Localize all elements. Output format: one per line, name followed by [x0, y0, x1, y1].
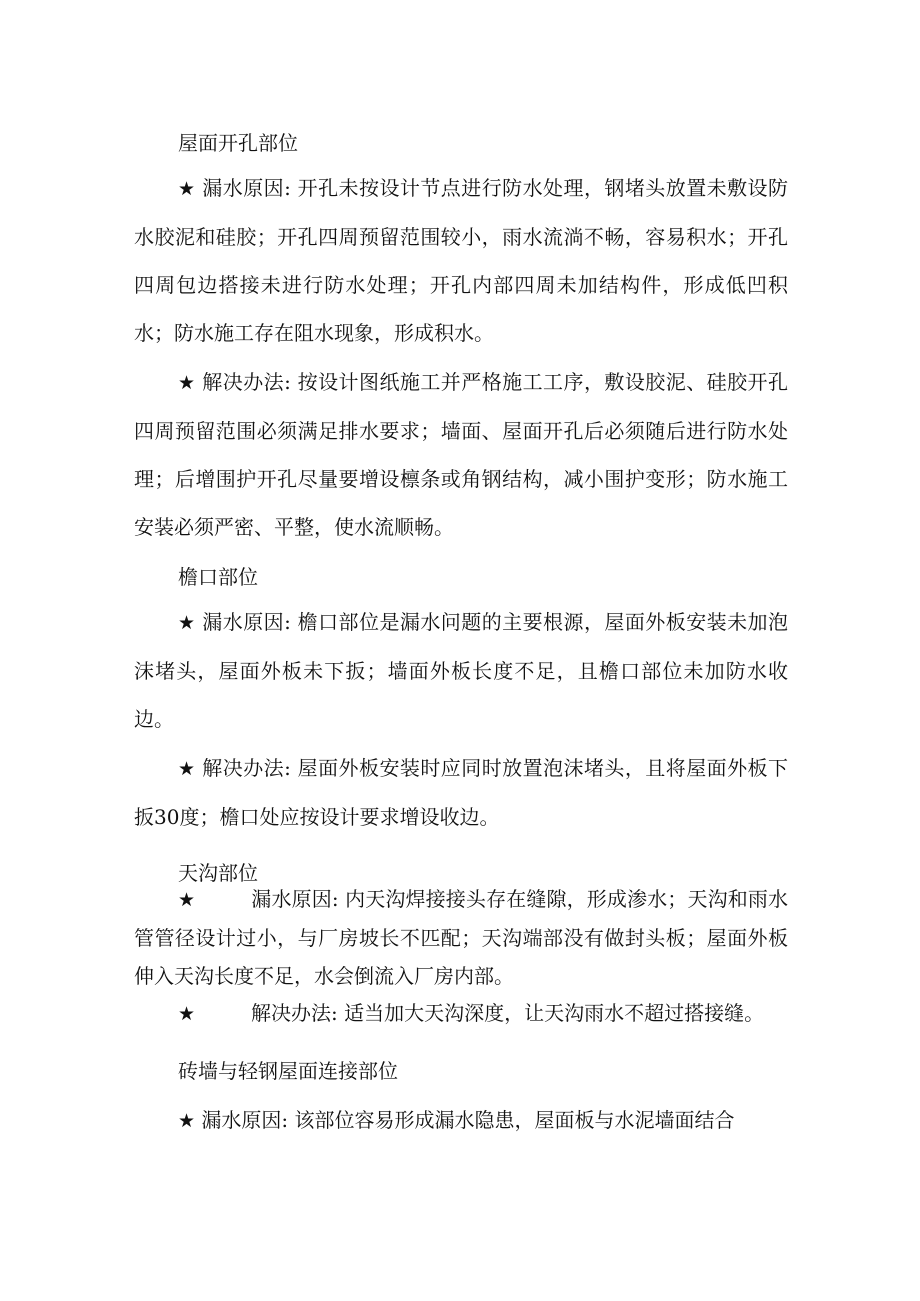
- star-bullet-icon: ★: [178, 1003, 196, 1025]
- leak-cause-paragraph: [134, 1096, 788, 1145]
- section-heading-roof-opening: 屋面开孔部位: [178, 131, 298, 155]
- leak-cause-text: 开孔未按设计节点进行防水处理，钢堵头放置未敷设防水胶泥和硅胶；开孔四周预留范围较小，雨水流淌不畅，容易积水；开孔四周包边搭接未进行防水处理；开孔内部四周未加结构件，形成低凹积水；防水施工存在阻水现象，形成积水。: [134, 176, 788, 345]
- solution-text: 屋面外板安装时应同时放置泡沫堵头，且将屋面外板下扳30度；檐口处应按设计要求增设收边。: [134, 756, 788, 829]
- leak-cause-paragraph: [134, 164, 788, 357]
- leak-cause-paragraph: [134, 598, 788, 743]
- solution-label: 解决办法:: [251, 1001, 338, 1025]
- star-bullet-icon: ★: [178, 889, 196, 911]
- leak-cause-label: 漏水原因:: [202, 176, 291, 200]
- solution-paragraph: [134, 744, 788, 841]
- section-heading-gutter: 天沟部位: [178, 861, 258, 885]
- section-heading-brick-wall-roof: 砖墙与轻钢屋面连接部位: [178, 1059, 398, 1083]
- solution-text: 适当加大天沟深度，让天沟雨水不超过搭接缝。: [344, 1001, 765, 1025]
- leak-cause-text: 檐口部位是漏水问题的主要根源，屋面外板安装未加泡沫堵头，屋面外板未下扳；墙面外板长度不足，且檐口部位未加防水收边。: [134, 610, 788, 731]
- solution-paragraph: [134, 358, 788, 551]
- leak-cause-label: 漏水原因:: [202, 610, 291, 634]
- star-bullet-icon: ★: [178, 612, 196, 634]
- solution-text: 按设计图纸施工并严格施工工序，敷设胶泥、硅胶开孔四周预留范围必须满足排水要求；墙面、屋面开孔后必须随后进行防水处理；后增围护开孔尽量要增设檩条或角钢结构，减小围护变形；防水施工安装必须严密、平整，使水流顺畅。: [134, 370, 788, 539]
- leak-cause-text: 内天沟焊接接头存在缝隙，形成渗水；天沟和雨水管管径设计过小，与厂房坡长不匹配；天沟端部没有做封头板；屋面外板伸入天沟长度不足，水会倒流入厂房内部。: [134, 887, 788, 988]
- leak-cause-paragraph: [134, 880, 788, 995]
- leak-cause-label: 漏水原因:: [251, 887, 339, 911]
- leak-cause-label: 漏水原因:: [201, 1108, 289, 1132]
- star-bullet-icon: ★: [178, 758, 196, 780]
- solution-label: 解决办法:: [202, 370, 291, 394]
- section-heading-eaves: 檐口部位: [178, 565, 258, 589]
- star-bullet-icon: ★: [178, 372, 196, 394]
- leak-cause-text: 该部位容易形成漏水隐患，屋面板与水泥墙面结合: [294, 1108, 735, 1132]
- star-bullet-icon: ★: [178, 1110, 196, 1132]
- star-bullet-icon: ★: [178, 178, 196, 200]
- solution-label: 解决办法:: [202, 756, 291, 780]
- solution-paragraph: [134, 994, 788, 1033]
